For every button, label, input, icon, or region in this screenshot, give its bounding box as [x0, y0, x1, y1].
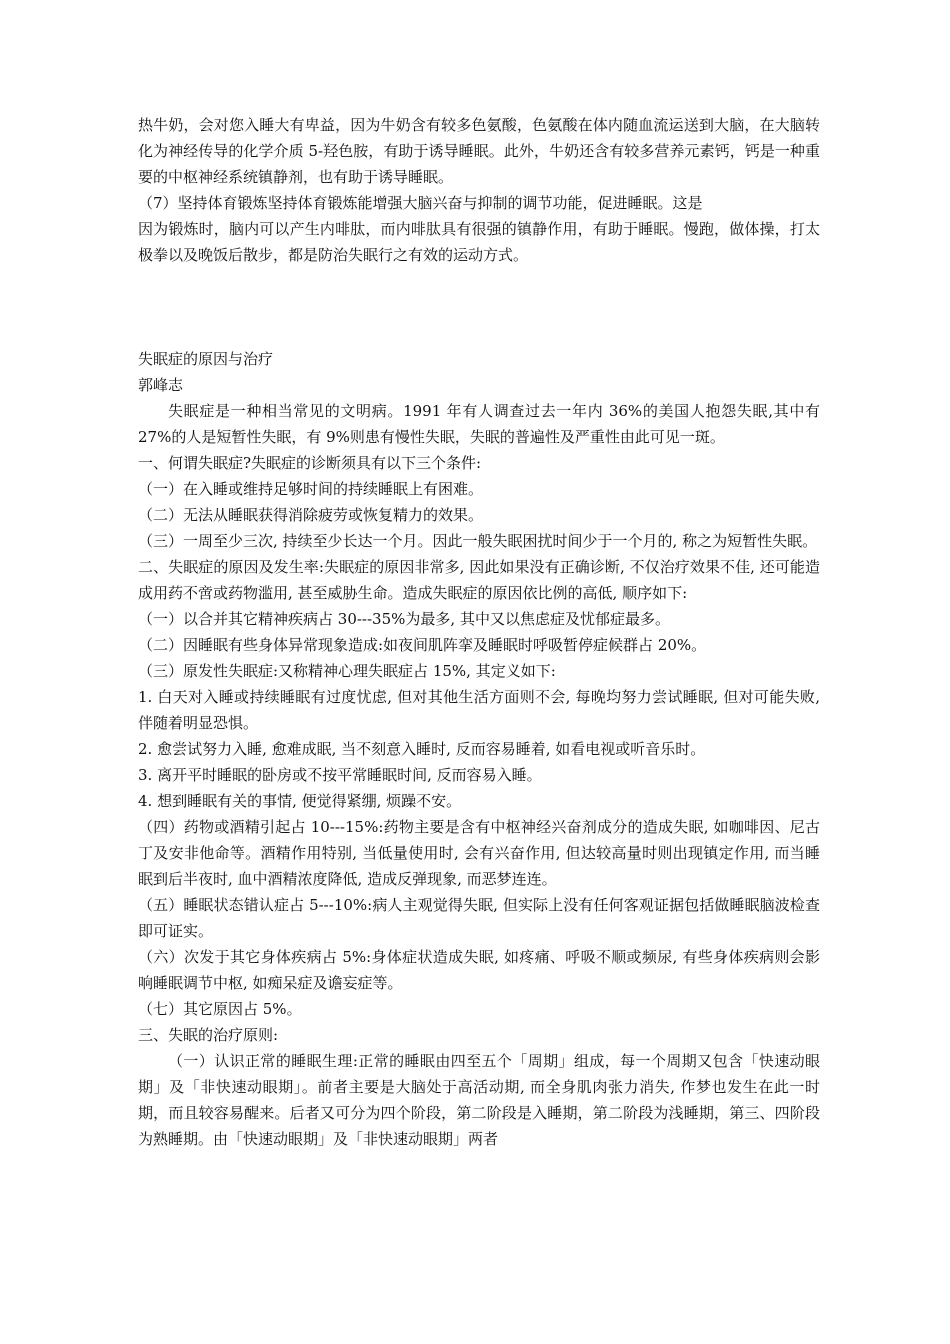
- article-section: [138, 346, 820, 1152]
- article-paragraph: （七）其它原因占 5%。: [138, 1000, 302, 1018]
- article-paragraph: （五）睡眠状态错认症占 5---10%:病人主观觉得失眠, 但实际上没有任何客观证据包括做睡眠脑波检查即可证实。: [138, 896, 820, 940]
- article-paragraph: （一）在入睡或维持足够时间的持续睡眠上有困难。: [138, 480, 484, 498]
- intro-section: [138, 112, 820, 268]
- article-author: 郭峰志: [138, 376, 184, 394]
- intro-paragraph: 热牛奶，会对您入睡大有卑益，因为牛奶含有较多色氨酸，色氨酸在体内随血流运送到大脑，在大脑转化为神经传导的化学介质 5-羟色胺，有助于诱导睡眠。此外，牛奶还含有较多营养元素钙，钙是一种重要的中枢神经系统镇静剂，也有助于诱导睡眠。: [138, 116, 820, 186]
- article-title: 失眠症的原因与治疗: [138, 350, 274, 368]
- intro-paragraph: （7）坚持体育锻炼坚持体育锻炼能增强大脑兴奋与抑制的调节功能，促进睡眠。这是: [138, 194, 703, 212]
- article-paragraph: （二）无法从睡眠获得消除疲劳或恢复精力的效果。: [138, 506, 484, 524]
- article-paragraph: （三）一周至少三次, 持续至少长达一个月。因此一般失眠困扰时间少于一个月的, 称之为短暂性失眠。: [138, 532, 818, 550]
- article-paragraph: （二）因睡眠有些身体异常现象造成:如夜间肌阵挛及睡眠时呼吸暂停症候群占 20%。: [138, 636, 707, 654]
- article-paragraph: （六）次发于其它身体疾病占 5%:身体症状造成失眠, 如疼痛、呼吸不顺或频尿, 有些身体疾病则会影响睡眠调节中枢, 如痴呆症及谵妄症等。: [138, 948, 820, 992]
- article-paragraph: （一）以合并其它精神疾病占 30---35%为最多, 其中又以焦虑症及忧郁症最多。: [138, 610, 670, 628]
- article-paragraph: （三）原发性失眠症:又称精神心理失眠症占 15%, 其定义如下:: [138, 662, 556, 680]
- intro-paragraph: 因为锻炼时，脑内可以产生内啡肽，而内啡肽具有很强的镇静作用，有助于睡眠。慢跑，做体操，打太极拳以及晚饭后散步，都是防治失眠行之有效的运动方式。: [138, 220, 820, 264]
- article-paragraph: 4. 想到睡眠有关的事情, 便觉得紧绷, 烦躁不安。: [138, 792, 462, 810]
- article-paragraph: （一）认识正常的睡眠生理:正常的睡眠由四至五个「周期」组成，每一个周期又包含「快速动眼期」及「非快速动眼期」。前者主要是大脑处于高活动期, 而全身肌肉张力消失, 作梦也发生在此一时期，而且较容易醒来。后者又可分为四个阶段，第二阶段是入睡期，第二阶段为浅睡期，第三、四阶段为熟睡期。由「快速动眼期」及「非快速动眼期」两者: [138, 1052, 820, 1148]
- article-paragraph: 一、何谓失眠症?失眠症的诊断须具有以下三个条件:: [138, 454, 482, 472]
- article-paragraph: 3. 离开平时睡眠的卧房或不按平常睡眠时间, 反而容易入睡。: [138, 766, 542, 784]
- article-paragraph: 失眠症是一种相当常见的文明病。1991 年有人调查过去一年内 36%的美国人抱怨失眠,其中有 27%的人是短暂性失眠，有 9%则患有慢性失眠，失眠的普遍性及严重性由此可见一斑。: [138, 402, 820, 446]
- article-paragraph: 1. 白天对入睡或持续睡眠有过度忧虑, 但对其他生活方面则不会, 每晚均努力尝试睡眠, 但对可能失败, 伴随着明显恐惧。: [138, 688, 820, 732]
- article-paragraph: （四）药物或酒精引起占 10---15%:药物主要是含有中枢神经兴奋剂成分的造成失眠, 如咖啡因、尼古丁及安非他命等。酒精作用特别, 当低量使用时, 会有兴奋作用, 但达较高量时则出现镇定作用, 而当睡眠到后半夜时, 血中酒精浓度降低, 造成反弹现象, 而恶梦连连。: [138, 818, 820, 888]
- article-paragraph: 三、失眠的治疗原则:: [138, 1026, 279, 1044]
- document-page: [138, 112, 820, 1152]
- section-spacer: [138, 268, 820, 346]
- article-paragraph: 二、失眠症的原因及发生率:失眠症的原因非常多, 因此如果没有正确诊断, 不仅治疗效果不佳, 还可能造成用药不啻或药物滥用, 甚至威胁生命。造成失眠症的原因依比例的高低, 顺序如下:: [138, 558, 820, 602]
- article-paragraph: 2. 愈尝试努力入睡, 愈难成眠, 当不刻意入睡时, 反而容易睡着, 如看电视或听音乐时。: [138, 740, 706, 758]
